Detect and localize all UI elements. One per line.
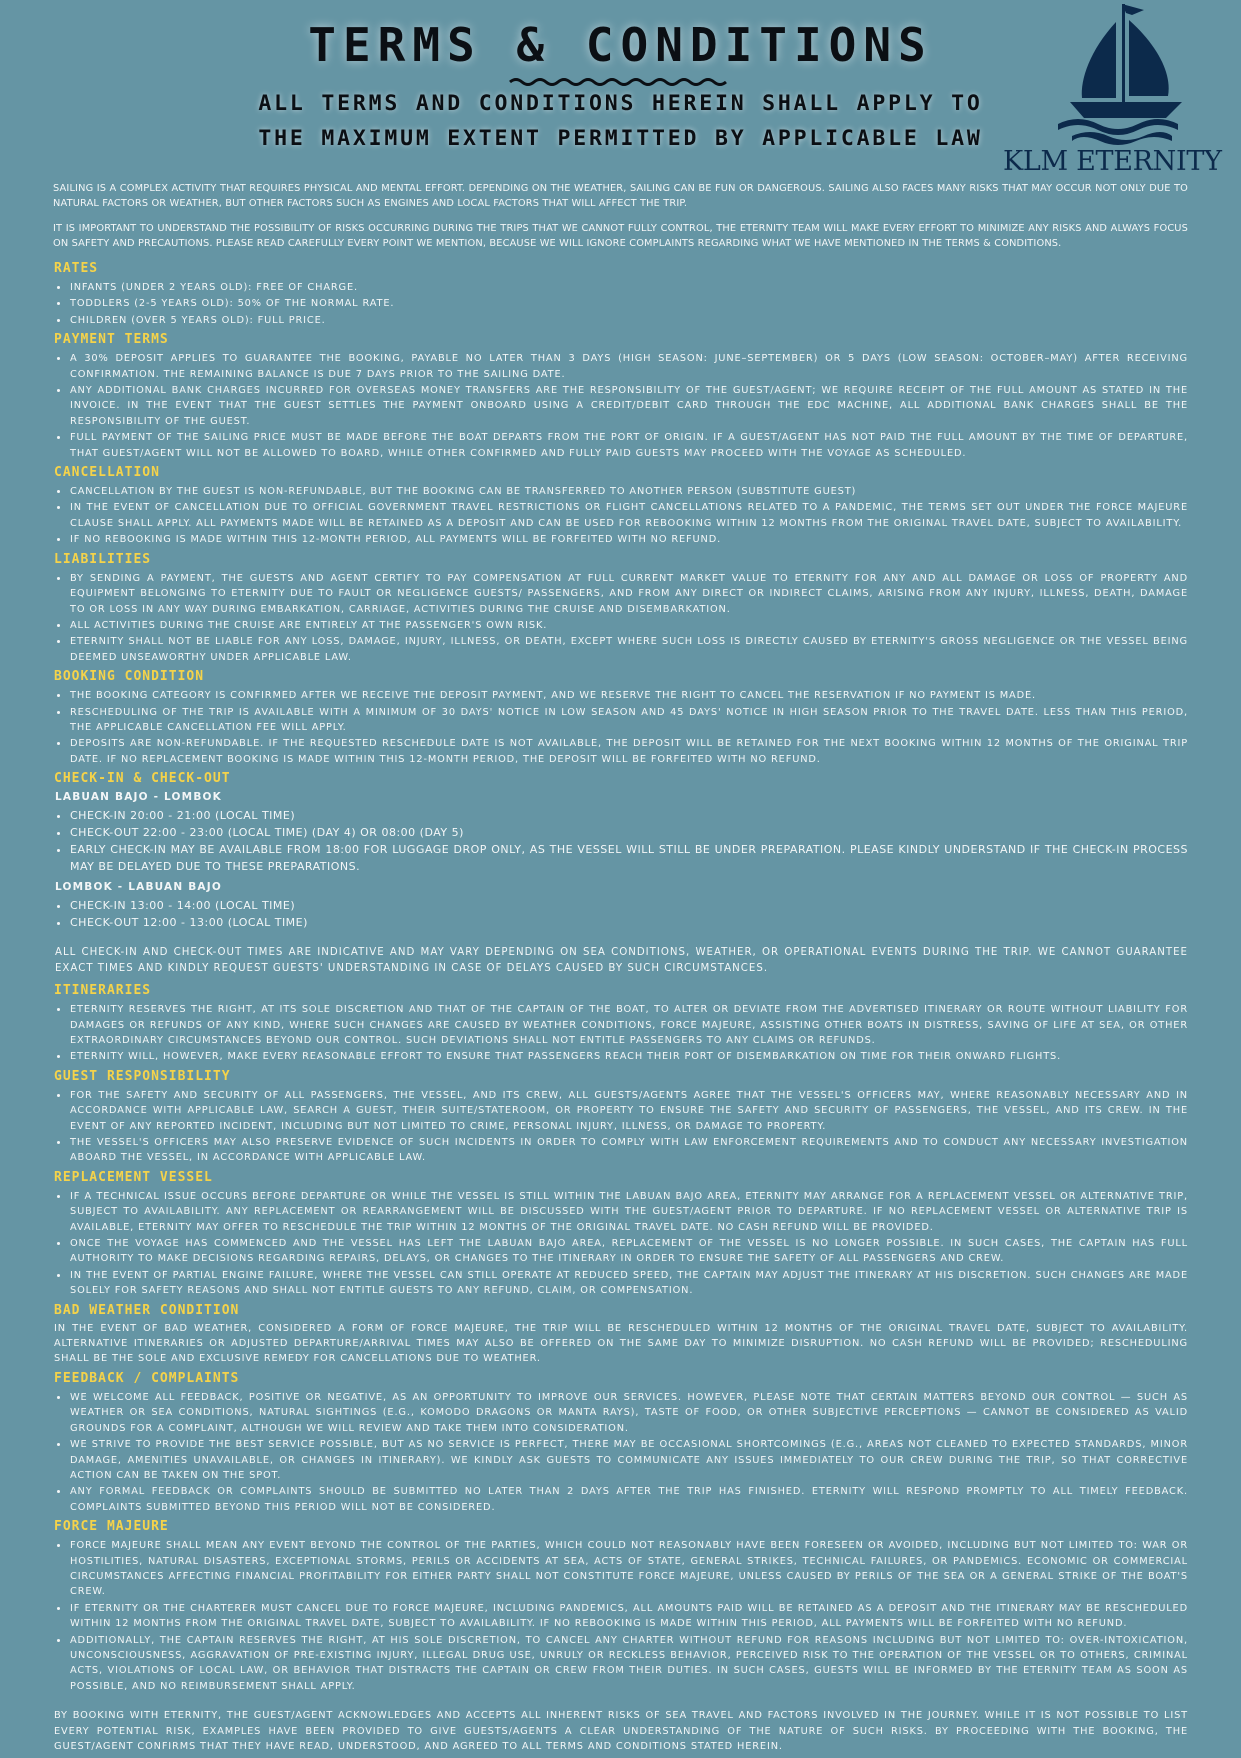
list-item: • CHECK-OUT 12:00 - 13:00 (LOCAL TIME): [70, 914, 1188, 931]
intro-paragraph-2: IT IS IMPORTANT TO UNDERSTAND THE POSSIBILITY OF RISKS OCCURRING DURING THE TRIPS THAT WE CANNOT FULLY CONTROL, THE ETERNITY TEAM WILL MAKE EVERY EFFORT TO MINIMIZE ANY RISKS AND ALWAYS FOCUS ON SAFETY AND PRECAUTIONS. PLEASE READ CAREFULLY EVERY POINT WE MENTION, BECAUSE WE WILL IGNORE COMPLAINTS REGARDING WHAT WE HAVE MENTIONED IN THE TERMS & CONDITIONS.: [53, 223, 1188, 249]
list-item: • IN THE EVENT OF PARTIAL ENGINE FAILURE, WHERE THE VESSEL CAN STILL OPERATE AT REDUCED SPEED, THE CAPTAIN MAY ADJUST THE ITINERARY AT HIS DISCRETION. SUCH CHANGES ARE MADE SOLELY FOR SAFETY REASONS AND SHALL NOT ENTITLE GUESTS TO ANY REFUND, CLAIM, OR COMPENSATION.: [70, 1267, 1188, 1299]
list-item: • BY SENDING A PAYMENT, THE GUESTS AND AGENT CERTIFY TO PAY COMPENSATION AT FULL CURRENT MARKET VALUE TO ETERNITY FOR ANY AND ALL DAMAGE OR LOSS OF PROPERTY AND EQUIPMENT BELONGING TO ETERNITY DUE TO FAULT OR NEGLIGENCE GUESTS/ PASSENGERS, AND FROM ANY DIRECT OR INDIRECT CLAIMS, ARISING FROM ANY INJURY, ILLNESS, DEATH, DAMAGE TO OR LOSS IN ANY WAY DURING EMBARKATION, CARRIAGE, ACTIVITIES DURING THE CRUISE AND DISEMBARKATION.: [70, 570, 1188, 617]
section-heading-checkin: CHECK-IN & CHECK-OUT: [54, 771, 231, 787]
closing-paragraph: BY BOOKING WITH ETERNITY, THE GUEST/AGENT ACKNOWLEDGES AND ACCEPTS ALL INHERENT RISKS OF SEA TRAVEL AND FACTORS INVOLVED IN THE JOURNEY. WHILE IT IS NOT POSSIBLE TO LIST EVERY POTENTIAL RISK, EXAMPLES HAVE BEEN PROVIDED TO GIVE GUESTS/AGENTS A CLEAR UNDERSTANDING OF THE NATURE OF SUCH RISKS. BY PROCEEDING WITH THE BOOKING, THE GUEST/AGENT CONFIRMS THAT THEY HAVE READ, UNDERSTOOD, AND AGREED TO ALL TERMS AND CONDITIONS STATED HEREIN.: [54, 1710, 1188, 1752]
list-item: • IF A TECHNICAL ISSUE OCCURS BEFORE DEPARTURE OR WHILE THE VESSEL IS STILL WITHIN THE LABUAN BAJO AREA, ETERNITY MAY ARRANGE FOR A REPLACEMENT VESSEL OR ALTERNATIVE TRIP, SUBJECT TO AVAILABILITY. ANY REPLACEMENT OR REARRANGEMENT WILL BE DISCUSSED WITH THE GUEST/AGENT PRIOR TO DEPARTURE. IF NO REPLACEMENT VESSEL OR ALTERNATIVE TRIP IS AVAILABLE, ETERNITY MAY OFFER TO RESCHEDULE THE TRIP WITHIN 12 MONTHS OF THE ORIGINAL TRAVEL DATE. NO CASH REFUND WILL BE PROVIDED.: [70, 1188, 1188, 1235]
section-heading-booking: BOOKING CONDITION: [54, 669, 205, 685]
list-item: • FOR THE SAFETY AND SECURITY OF ALL PASSENGERS, THE VESSEL, AND ITS CREW, ALL GUESTS/AGENTS AGREE THAT THE VESSEL'S OFFICERS MAY, WHERE REASONABLY NECESSARY AND IN ACCORDANCE WITH APPLICABLE LAW, SEARCH A GUEST, THEIR SUITE/STATEROOM, OR PROPERTY TO ENSURE THE SAFETY AND SECURITY OF PASSENGERS, THE VESSEL, AND ITS CREW. IN THE EVENT OF ANY REPORTED INCIDENT, INCLUDING BUT NOT LIMITED TO CRIME, PERSONAL INJURY, ILLNESS, OR DAMAGE TO PROPERTY.: [70, 1087, 1188, 1134]
section-heading-liabilities: LIABILITIES: [54, 551, 152, 567]
list-item: • WE WELCOME ALL FEEDBACK, POSITIVE OR NEGATIVE, AS AN OPPORTUNITY TO IMPROVE OUR SERVICES. HOWEVER, PLEASE NOTE THAT CERTAIN MATTERS BEYOND OUR CONTROL — SUCH AS WEATHER OR SEA CONDITIONS, NATURAL SIGHTINGS (E.G., KOMODO DRAGONS OR MANTA RAYS), TASTE OF FOOD, OR OTHER SUBJECTIVE PERCEPTIONS — CANNOT BE CONSIDERED AS VALID GROUNDS FOR A COMPLAINT, ALTHOUGH WE WILL REVIEW AND TAKE THEM INTO CONSIDERATION.: [70, 1389, 1188, 1436]
list-item: • A 30% DEPOSIT APPLIES TO GUARANTEE THE BOOKING, PAYABLE NO LATER THAN 3 DAYS (HIGH SEASON: JUNE–SEPTEMBER) OR 5 DAYS (LOW SEASON: OCTOBER–MAY) AFTER RECEIVING CONFIRMATION. THE REMAINING BALANCE IS DUE 7 DAYS PRIOR TO THE SAILING DATE.: [70, 350, 1188, 382]
list-item: • THE VESSEL'S OFFICERS MAY ALSO PRESERVE EVIDENCE OF SUCH INCIDENTS IN ORDER TO COMPLY WITH LAW ENFORCEMENT REQUIREMENTS AND TO CONDUCT ANY NECESSARY INVESTIGATION ABOARD THE VESSEL, IN ACCORDANCE WITH APPLICABLE LAW.: [70, 1134, 1188, 1166]
list-item: • WE STRIVE TO PROVIDE THE BEST SERVICE POSSIBLE, BUT AS NO SERVICE IS PERFECT, THERE MAY BE OCCASIONAL SHORTCOMINGS (E.G., AREAS NOT CLEANED TO EXPECTED STANDARDS, MINOR DAMAGE, AMENITIES UNAVAILABLE, OR CHANGES IN ITINERARY). WE KINDLY ASK GUESTS TO COMMUNICATE ANY ISSUES IMMEDIATELY TO OUR CREW DURING THE TRIP, SO THAT CORRECTIVE ACTION CAN BE TAKEN ON THE SPOT.: [70, 1436, 1188, 1483]
list-item: • CHECK-OUT 22:00 - 23:00 (LOCAL TIME) (DAY 4) OR 08:00 (DAY 5): [70, 824, 1188, 841]
list-item: • INFANTS (UNDER 2 YEARS OLD): FREE OF CHARGE.: [70, 279, 1188, 295]
route1-list: [53, 807, 1188, 875]
list-item: • CHECK-IN 13:00 - 14:00 (LOCAL TIME): [70, 897, 1188, 914]
section-heading-payment: PAYMENT TERMS: [54, 332, 169, 348]
list-item: • TODDLERS (2-5 YEARS OLD): 50% OF THE NORMAL RATE.: [70, 295, 1188, 311]
list-item: • CANCELLATION BY THE GUEST IS NON-REFUNDABLE, BUT THE BOOKING CAN BE TRANSFERRED TO ANOTHER PERSON (SUBSTITUTE GUEST): [70, 483, 1188, 499]
sailing-ship-logo-icon: [1050, 0, 1188, 145]
list-item: • IF ETERNITY OR THE CHARTERER MUST CANCEL DUE TO FORCE MAJEURE, INCLUDING PANDEMICS, ALL AMOUNTS PAID WILL BE RETAINED AS A DEPOSIT AND THE ITINERARY MAY BE RESCHEDULED WITHIN 12 MONTHS FROM THE ORIGINAL TRAVEL DATE, SUBJECT TO AVAILABILITY. IF NO REBOOKING IS MADE WITHIN THIS PERIOD, ALL PAYMENTS WILL BE FORFEITED WITH NO REFUND.: [70, 1600, 1188, 1632]
feedback-list: [53, 1389, 1188, 1515]
logo-text: KLM ETERNITY: [1003, 146, 1222, 177]
route2-list: [53, 897, 1188, 931]
list-item: • RESCHEDULING OF THE TRIP IS AVAILABLE WITH A MINIMUM OF 30 DAYS' NOTICE IN LOW SEASON AND 45 DAYS' NOTICE IN HIGH SEASON PRIOR TO THE TRAVEL DATE. LESS THAN THIS PERIOD, THE APPLICABLE CANCELLATION FEE WILL APPLY.: [70, 704, 1188, 736]
list-item: • THE BOOKING CATEGORY IS CONFIRMED AFTER WE RECEIVE THE DEPOSIT PAYMENT, AND WE RESERVE THE RIGHT TO CANCEL THE RESERVATION IF NO PAYMENT IS MADE.: [70, 687, 1188, 703]
list-item: • DEPOSITS ARE NON-REFUNDABLE. IF THE REQUESTED RESCHEDULE DATE IS NOT AVAILABLE, THE DEPOSIT WILL BE RETAINED FOR THE NEXT BOOKING WITHIN 12 MONTHS OF THE ORIGINAL TRIP DATE. IF NO REPLACEMENT BOOKING IS MADE WITHIN THIS 12-MONTH PERIOD, THE DEPOSIT WILL BE FORFEITED WITH NO REFUND.: [70, 735, 1188, 767]
list-item: • ANY FORMAL FEEDBACK OR COMPLAINTS SHOULD BE SUBMITTED NO LATER THAN 2 DAYS AFTER THE TRIP HAS FINISHED. ETERNITY WILL RESPOND PROMPTLY TO ALL TIMELY FEEDBACK. COMPLAINTS SUBMITTED BEYOND THIS PERIOD WILL NOT BE CONSIDERED.: [70, 1483, 1188, 1515]
guest-list: [53, 1087, 1188, 1166]
route-heading-labuan-lombok: LABUAN BAJO - LOMBOK: [55, 791, 222, 804]
cancellation-list: [53, 483, 1188, 548]
list-item: • ETERNITY SHALL NOT BE LIABLE FOR ANY LOSS, DAMAGE, INJURY, ILLNESS, OR DEATH, EXCEPT WHERE SUCH LOSS IS DIRECTLY CAUSED BY ETERNITY'S GROSS NEGLIGENCE OR THE VESSEL BEING DEEMED UNSEAWORTHY UNDER APPLICABLE LAW.: [70, 633, 1188, 665]
force-list: [53, 1537, 1188, 1694]
section-heading-replacement: REPLACEMENT VESSEL: [54, 1169, 213, 1185]
section-heading-force: FORCE MAJEURE: [54, 1519, 169, 1535]
list-item: • CHILDREN (OVER 5 YEARS OLD): FULL PRICE.: [70, 312, 1188, 328]
intro-paragraph-1: SAILING IS A COMPLEX ACTIVITY THAT REQUIRES PHYSICAL AND MENTAL EFFORT. DEPENDING ON THE WEATHER, SAILING CAN BE FUN OR DANGEROUS. SAILING ALSO FACES MANY RISKS THAT MAY OCCUR NOT ONLY DUE TO NATURAL FACTORS OR WEATHER, BUT OTHER FACTORS SUCH AS ENGINES AND LOCAL FACTORS THAT WILL AFFECT THE TRIP.: [53, 183, 1188, 209]
list-item: • EARLY CHECK-IN MAY BE AVAILABLE FROM 18:00 FOR LUGGAGE DROP ONLY, AS THE VESSEL WILL STILL BE UNDER PREPARATION. PLEASE KINDLY UNDERSTAND IF THE CHECK-IN PROCESS MAY BE DELAYED DUE TO THESE PREPARATIONS.: [70, 841, 1188, 875]
replacement-list: [53, 1188, 1188, 1299]
itineraries-list: [53, 1001, 1188, 1065]
list-item: • ALL ACTIVITIES DURING THE CRUISE ARE ENTIRELY AT THE PASSENGER'S OWN RISK.: [70, 617, 1188, 633]
liabilities-list: [53, 570, 1188, 665]
list-item: • ONCE THE VOYAGE HAS COMMENCED AND THE VESSEL HAS LEFT THE LABUAN BAJO AREA, REPLACEMENT OF THE VESSEL IS NO LONGER POSSIBLE. IN SUCH CASES, THE CAPTAIN HAS FULL AUTHORITY TO MAKE DECISIONS REGARDING REPAIRS, DELAYS, OR CHANGES TO THE ITINERARY IN ORDER TO ENSURE THE SAFETY OF ALL PASSENGERS AND CREW.: [70, 1235, 1188, 1267]
weather-text: IN THE EVENT OF BAD WEATHER, CONSIDERED A FORM OF FORCE MAJEURE, THE TRIP WILL BE RESCHEDULED WITHIN 12 MONTHS OF THE ORIGINAL TRAVEL DATE, SUBJECT TO AVAILABILITY. ALTERNATIVE ITINERARIES OR ADJUSTED DEPARTURE/ARRIVAL TIMES MAY ALSO BE OFFERED ON THE SAME DAY TO MINIMIZE DISRUPTION. NO CASH REFUND WILL BE PROVIDED; RESCHEDULING SHALL BE THE SOLE AND EXCLUSIVE REMEDY FOR CANCELLATIONS DUE TO WEATHER.: [54, 1322, 1188, 1365]
booking-list: [53, 687, 1188, 767]
rates-list: [53, 279, 1188, 328]
list-item: • ETERNITY WILL, HOWEVER, MAKE EVERY REASONABLE EFFORT TO ENSURE THAT PASSENGERS REACH THEIR PORT OF DISEMBARKATION ON TIME FOR THEIR ONWARD FLIGHTS.: [70, 1048, 1188, 1064]
route-heading-lombok-labuan: LOMBOK - LABUAN BAJO: [55, 881, 222, 894]
payment-list: [53, 350, 1188, 461]
list-item: • IF NO REBOOKING IS MADE WITHIN THIS 12-MONTH PERIOD, ALL PAYMENTS WILL BE FORFEITED WITH NO REFUND.: [70, 531, 1188, 547]
subtitle-line-2: THE MAXIMUM EXTENT PERMITTED BY APPLICABLE LAW: [258, 126, 983, 151]
subtitle-line-1: ALL TERMS AND CONDITIONS HEREIN SHALL APPLY TO: [258, 91, 983, 116]
page-title: TERMS & CONDITIONS: [308, 18, 933, 72]
list-item: • IN THE EVENT OF CANCELLATION DUE TO OFFICIAL GOVERNMENT TRAVEL RESTRICTIONS OR FLIGHT CANCELLATIONS RELATED TO A PANDEMIC, THE TERMS SET OUT UNDER THE FORCE MAJEURE CLAUSE SHALL APPLY. ALL PAYMENTS MADE WILL BE RETAINED AS A DEPOSIT AND CAN BE USED FOR REBOOKING WITHIN 12 MONTHS FROM THE ORIGINAL TRAVEL DATE, SUBJECT TO AVAILABILITY.: [70, 499, 1188, 531]
section-heading-rates: RATES: [54, 261, 99, 276]
list-item: • ANY ADDITIONAL BANK CHARGES INCURRED FOR OVERSEAS MONEY TRANSFERS ARE THE RESPONSIBILITY OF THE GUEST/AGENT; WE REQUIRE RECEIPT OF THE FULL AMOUNT AS STATED IN THE INVOICE. IN THE EVENT THAT THE GUEST SETTLES THE PAYMENT ONBOARD USING A CREDIT/DEBIT CARD THROUGH THE EDC MACHINE, ALL ADDITIONAL BANK CHARGES SHALL BE THE RESPONSIBILITY OF THE GUEST.: [70, 382, 1188, 429]
list-item: • FULL PAYMENT OF THE SAILING PRICE MUST BE MADE BEFORE THE BOAT DEPARTS FROM THE PORT OF ORIGIN. IF A GUEST/AGENT HAS NOT PAID THE FULL AMOUNT BY THE TIME OF DEPARTURE, THAT GUEST/AGENT WILL NOT BE ALLOWED TO BOARD, WHILE OTHER CONFIRMED AND FULLY PAID GUESTS MAY PROCEED WITH THE VOYAGE AS SCHEDULED.: [70, 429, 1188, 461]
section-heading-weather: BAD WEATHER CONDITION: [54, 1302, 240, 1318]
section-heading-feedback: FEEDBACK / COMPLAINTS: [54, 1370, 240, 1386]
checkin-note: ALL CHECK-IN AND CHECK-OUT TIMES ARE INDICATIVE AND MAY VARY DEPENDING ON SEA CONDITIONS, WEATHER, OR OPERATIONAL EVENTS DURING THE TRIP. WE CANNOT GUARANTEE EXACT TIMES AND KINDLY REQUEST GUESTS' UNDERSTANDING IN CASE OF DELAYS CAUSED BY SUCH CIRCUMSTANCES.: [55, 947, 1188, 975]
list-item: • FORCE MAJEURE SHALL MEAN ANY EVENT BEYOND THE CONTROL OF THE PARTIES, WHICH COULD NOT REASONABLY HAVE BEEN FORESEEN OR AVOIDED, INCLUDING BUT NOT LIMITED TO: WAR OR HOSTILITIES, NATURAL DISASTERS, EXCEPTIONAL STORMS, PERILS OR ACCIDENTS AT SEA, ACTS OF STATE, GENERAL STRIKES, TECHNICAL FAILURES, OR PANDEMICS. ECONOMIC OR COMMERCIAL CIRCUMSTANCES AFFECTING FINANCIAL PROFITABILITY FOR EITHER PARTY SHALL NOT CONSTITUTE FORCE MAJEURE, UNLESS CAUSED BY PERILS OF THE SEA OR A GENERAL STRIKE OF THE BOAT'S CREW.: [70, 1537, 1188, 1600]
list-item: • ADDITIONALLY, THE CAPTAIN RESERVES THE RIGHT, AT HIS SOLE DISCRETION, TO CANCEL ANY CHARTER WITHOUT REFUND FOR REASONS INCLUDING BUT NOT LIMITED TO: OVER-INTOXICATION, UNCONSCIOUSNESS, AGGRAVATION OF PRE-EXISTING INJURY, ILLEGAL DRUG USE, UNRULY OR RECKLESS BEHAVIOR, PERCEIVED RISK TO THE OPERATION OF THE VESSEL OR TO OTHERS, CRIMINAL ACTS, VIOLATIONS OF LOCAL LAW, OR BEHAVIOR THAT DISTRACTS THE CAPTAIN OR CREW FROM THEIR DUTIES. IN SUCH CASES, GUESTS WILL BE INFORMED BY THE ETERNITY TEAM AS SOON AS POSSIBLE, AND NO REIMBURSEMENT SHALL APPLY.: [70, 1632, 1188, 1695]
list-item: • CHECK-IN 20:00 - 21:00 (LOCAL TIME): [70, 807, 1188, 824]
section-heading-cancellation: CANCELLATION: [54, 465, 160, 481]
section-heading-itineraries: ITINERARIES: [54, 983, 152, 999]
list-item: • ETERNITY RESERVES THE RIGHT, AT ITS SOLE DISCRETION AND THAT OF THE CAPTAIN OF THE BOAT, TO ALTER OR DEVIATE FROM THE ADVERTISED ITINERARY OR ROUTE WITHOUT LIABILITY FOR DAMAGES OR REFUNDS OF ANY KIND, WHERE SUCH CHANGES ARE CAUSED BY WEATHER CONDITIONS, FORCE MAJEURE, ASSISTING OTHER BOATS IN DISTRESS, SAVING OF LIFE AT SEA, OR OTHER EXTRAORDINARY CIRCUMSTANCES BEYOND OUR CONTROL. SUCH DEVIATIONS SHALL NOT ENTITLE PASSENGERS TO ANY CLAIMS OR REFUNDS.: [70, 1001, 1188, 1048]
terms-content: [53, 181, 1188, 1758]
section-heading-guest: GUEST RESPONSIBILITY: [54, 1068, 231, 1084]
